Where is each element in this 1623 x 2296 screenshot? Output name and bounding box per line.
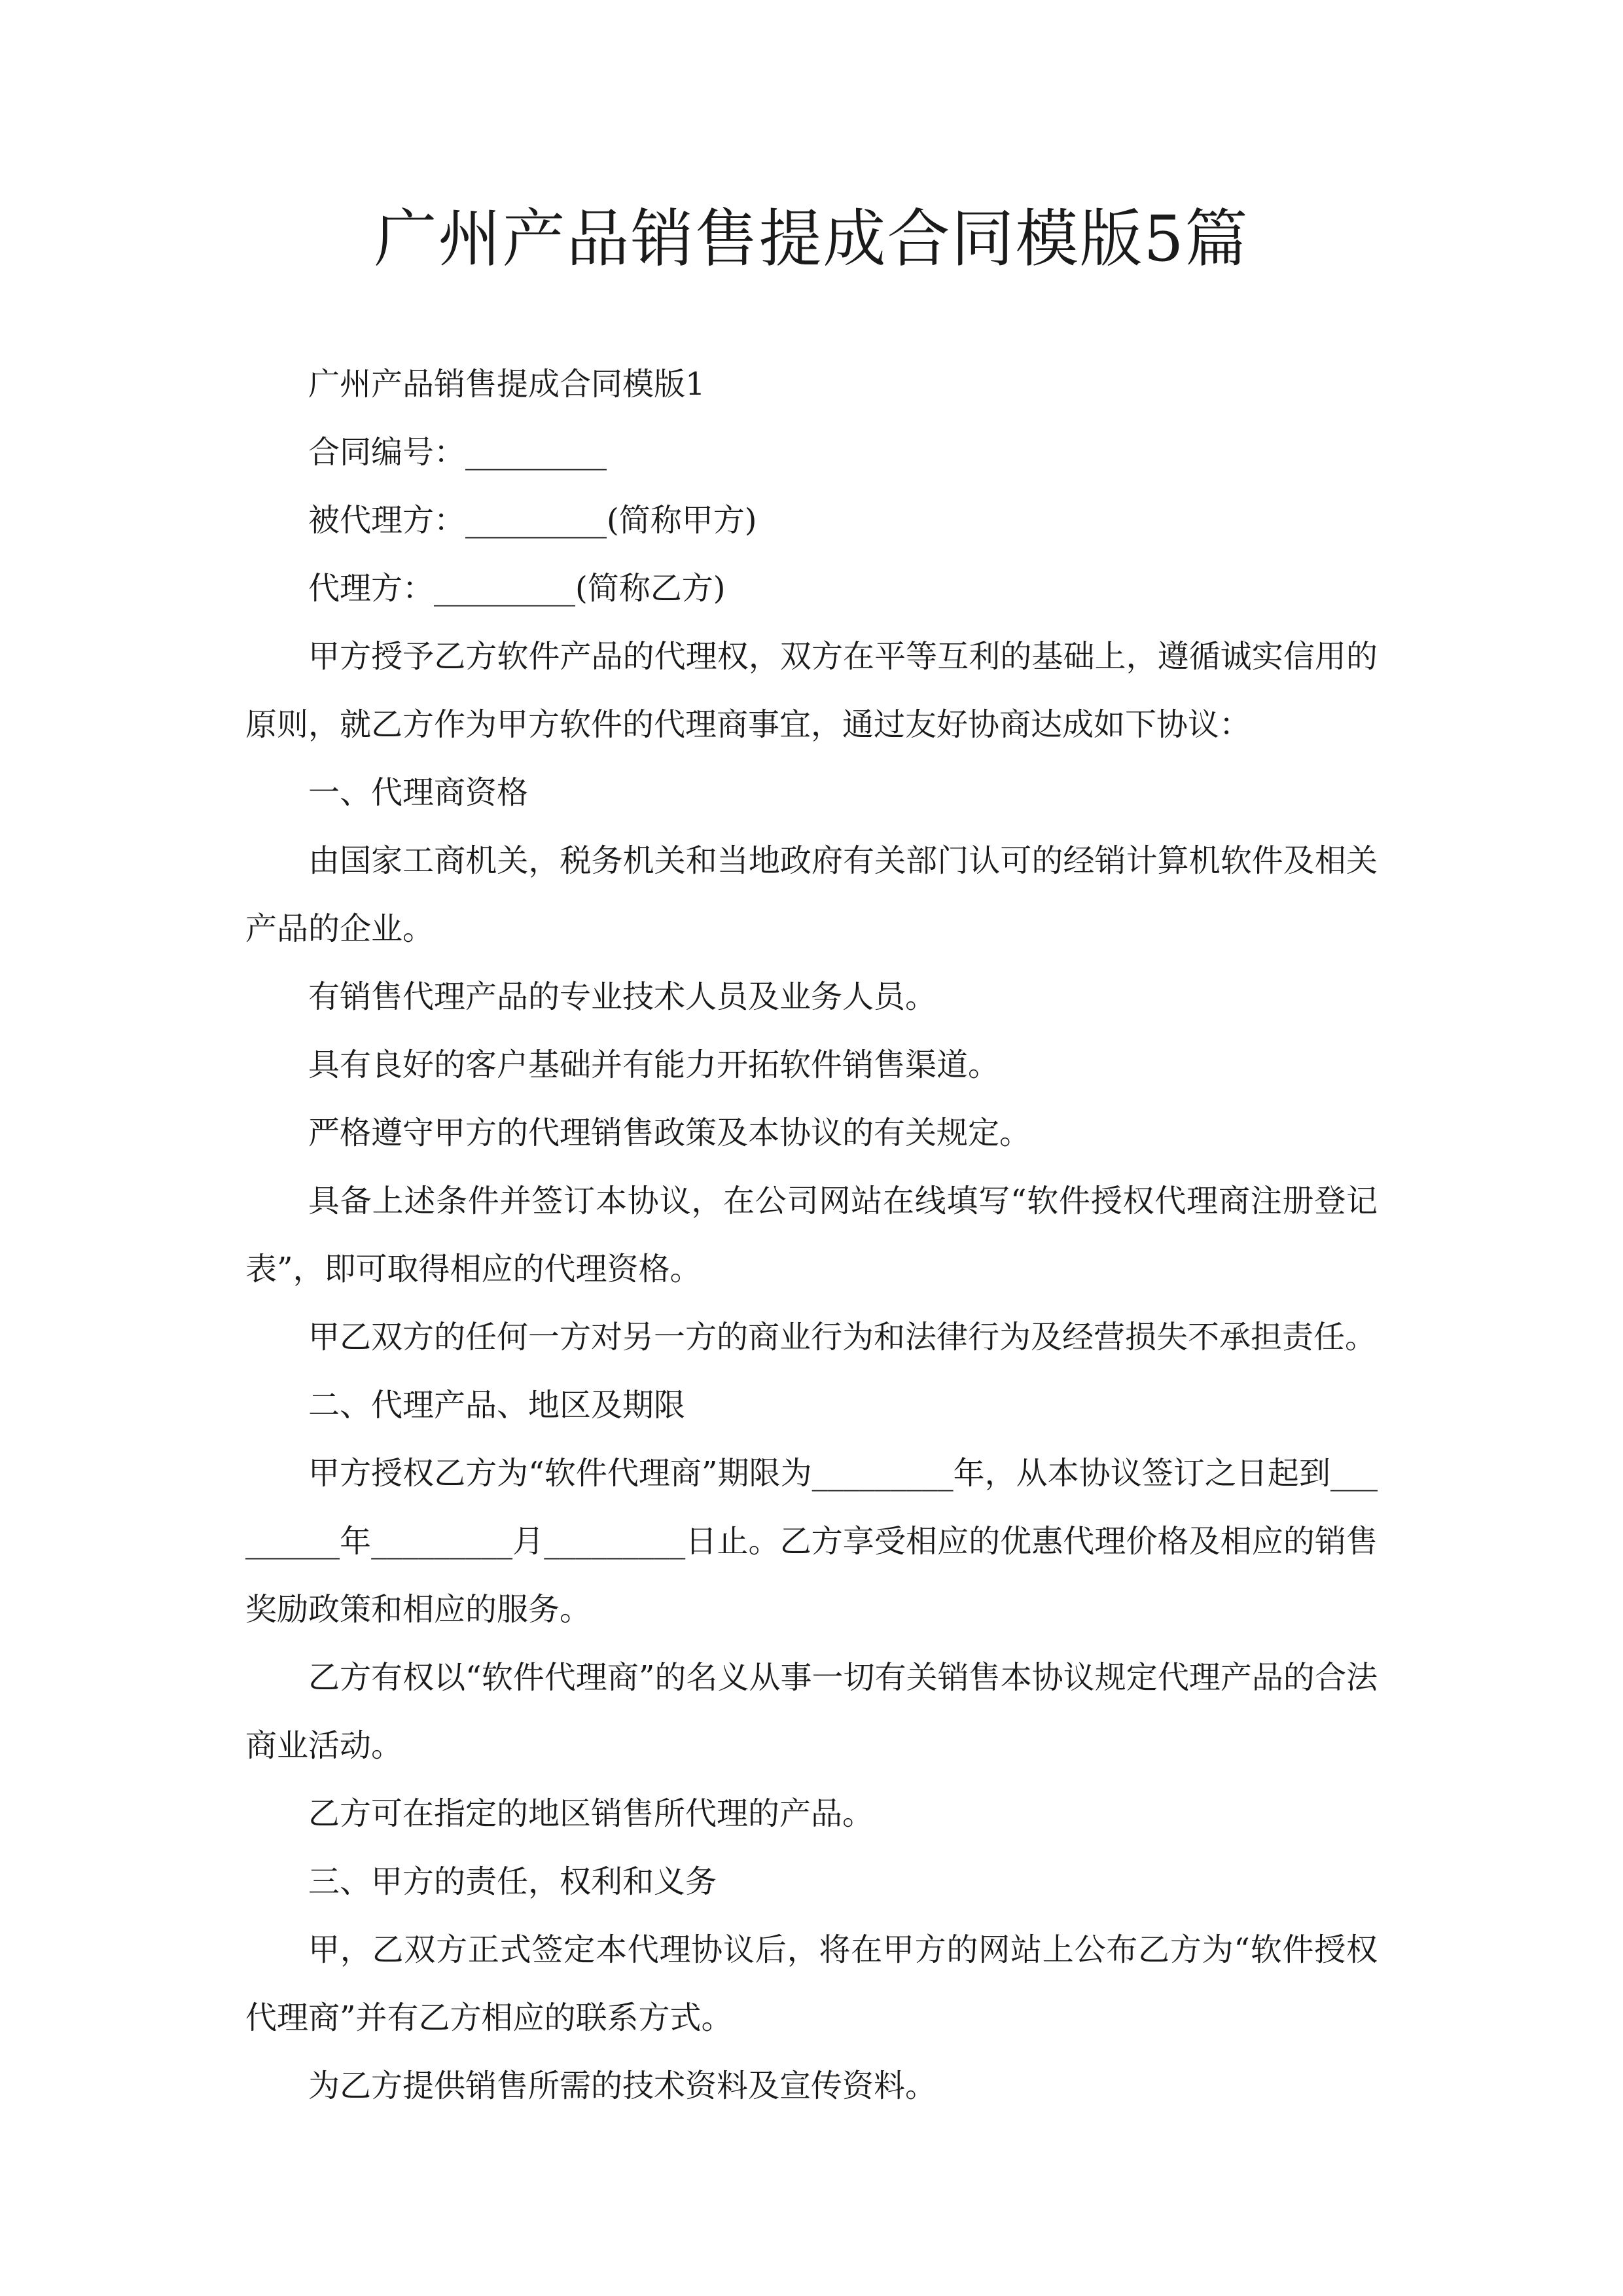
- principal-party-line: 被代理方：_________(简称甲方): [308, 502, 757, 539]
- section-heading-1: 一、代理商资格: [308, 774, 529, 811]
- section-heading-2: 二、代理产品、地区及期限: [308, 1387, 686, 1424]
- qualification-item-1: 由国家工商机关，税务机关和当地政府有关部门认可的经销计算机软件及相关产品的企业。: [245, 842, 1378, 947]
- term-paragraph: 甲方授权乙方为“软件代理商”期限为_________年，从本协议签订之日起到_________年_________月_________日止。乙方享受相应的优惠代理价格及相应的销售奖励政策和相应的服务。: [245, 1455, 1378, 1628]
- qualification-item-2: 有销售代理产品的专业技术人员及业务人员。: [308, 978, 937, 1015]
- region-paragraph: 乙方可在指定的地区销售所代理的产品。: [308, 1795, 874, 1832]
- contract-number-line: 合同编号：_________: [308, 434, 607, 471]
- subtitle-contract-1: 广州产品销售提成合同模版1: [308, 366, 705, 403]
- agent-rights-paragraph: 乙方有权以“软件代理商”的名义从事一切有关销售本协议规定代理产品的合法商业活动。: [245, 1659, 1378, 1764]
- document-title: 广州产品销售提成合同模版5篇: [374, 202, 1249, 276]
- obligation-item-1: 甲，乙双方正式签定本代理协议后，将在甲方的网站上公布乙方为“软件授权代理商”并有乙方相应的联系方式。: [245, 1931, 1378, 2036]
- qualification-item-3: 具有良好的客户基础并有能力开拓软件销售渠道。: [308, 1047, 1000, 1083]
- qualification-item-6: 甲乙双方的任何一方对另一方的商业行为和法律行为及经营损失不承担责任。: [308, 1319, 1377, 1355]
- qualification-item-4: 严格遵守甲方的代理销售政策及本协议的有关规定。: [308, 1115, 1031, 1151]
- document-body: [245, 350, 1378, 2120]
- qualification-item-5: 具备上述条件并签订本协议，在公司网站在线填写“软件授权代理商注册登记表”，即可取得相应的代理资格。: [245, 1183, 1378, 1287]
- obligation-item-2: 为乙方提供销售所需的技术资料及宣传资料。: [308, 2068, 937, 2104]
- section-heading-3: 三、甲方的责任，权利和义务: [308, 1863, 717, 1900]
- agent-party-line: 代理方：_________(简称乙方): [308, 570, 726, 607]
- preamble-paragraph: 甲方授予乙方软件产品的代理权，双方在平等互利的基础上，遵循诚实信用的原则，就乙方作为甲方软件的代理商事宜，通过友好协商达成如下协议：: [245, 638, 1378, 743]
